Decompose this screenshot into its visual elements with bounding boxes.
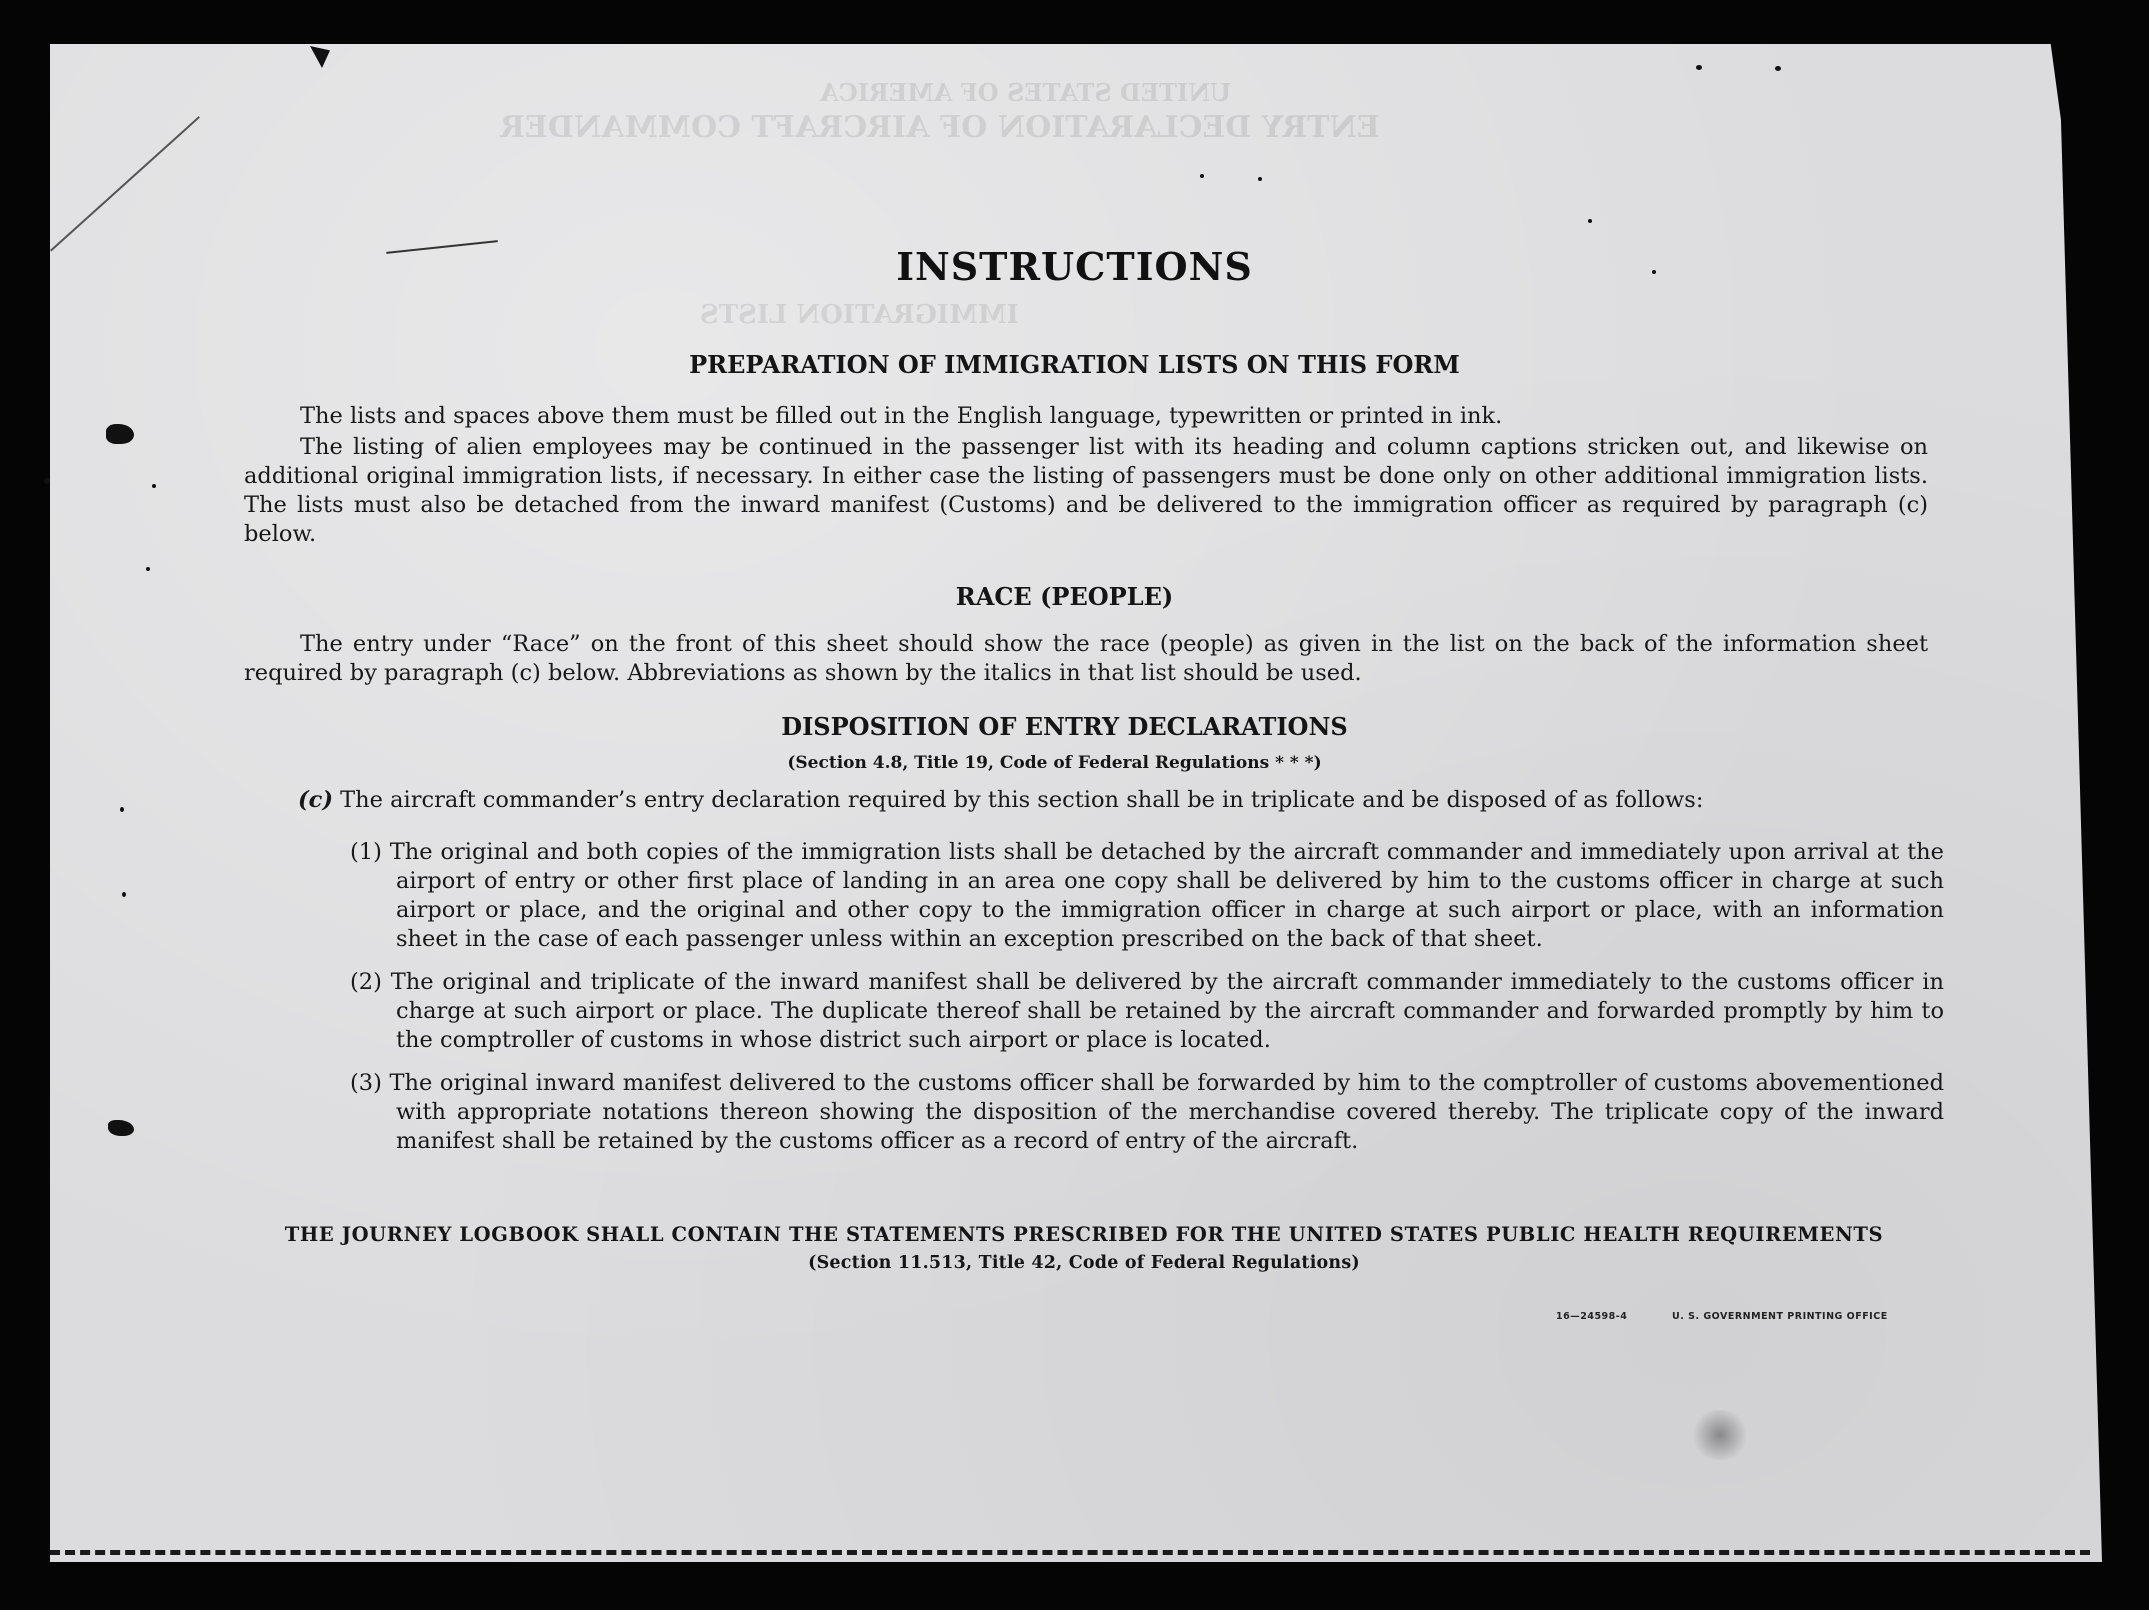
scan-speck bbox=[122, 892, 126, 897]
bleed-through-title: ENTRY DECLARATION OF AIRCRAFT COMMANDER bbox=[500, 110, 1380, 145]
scan-speck bbox=[146, 567, 150, 571]
list-item-number: (1) bbox=[350, 839, 382, 865]
disposition-intro bbox=[298, 786, 1938, 815]
paragraph-alien-employees: The listing of alien employees may be continued in the passenger list with its heading and column captions stricken out, and likewise on additional original immigration lists, if necessary. In either case the listing of passengers must be done only on other additional immigration lists. The lists must also be detached from the inward manifest (Customs) and be delivered to the immigration officer as required by paragraph (c) below. bbox=[244, 434, 1928, 547]
list-item-text: The original inward manifest delivered to the customs officer shall be forwarded by him to the comptroller of customs abovementioned with appropriate notations thereon showing the disposition of the merchandise covered thereby. The triplicate copy of the inward manifest shall be retained by the customs officer as a record of entry of the aircraft. bbox=[389, 1070, 1944, 1154]
clause-text: The aircraft commander’s entry declaration required by this section shall be in triplicate and be disposed of as follows: bbox=[340, 787, 1704, 813]
bleed-through-lists: IMMIGRATION LISTS bbox=[700, 300, 1019, 330]
section-preparation-body bbox=[244, 402, 1928, 549]
list-item-number: (2) bbox=[350, 969, 382, 995]
footer-regulation: (Section 11.513, Title 42, Code of Federal Regulations) bbox=[808, 1253, 1360, 1273]
perforation-edge bbox=[50, 1550, 2090, 1555]
list-item-text: The original and both copies of the immigration lists shall be detached by the aircraft commander and immediately upon arrival at the airport of entry or other first place of landing in an area one copy shall be delivered by him to the customs officer in charge at such airport or place, and the original and other copy to the immigration officer in charge at such airport or place, with an information sheet in the case of each passenger unless within an exception prescribed on the back of that sheet. bbox=[389, 839, 1944, 952]
heading-race: RACE (PEOPLE) bbox=[955, 582, 1174, 611]
page-title: INSTRUCTIONS bbox=[896, 244, 1253, 289]
scan-mark bbox=[108, 1120, 134, 1136]
paragraph-language: The lists and spaces above them must be filled out in the English language, typewritten or printed in ink. bbox=[300, 403, 1503, 429]
scan-speck bbox=[120, 807, 124, 812]
disposition-intro-line bbox=[298, 786, 1938, 815]
heading-disposition: DISPOSITION OF ENTRY DECLARATIONS bbox=[781, 712, 1348, 741]
clause-label: (c) bbox=[298, 787, 333, 813]
paragraph-race: The entry under “Race” on the front of this sheet should show the race (people) as given in the list on the back of the information sheet required by paragraph (c) below. Abbreviations as shown by the italics in that list should be used. bbox=[244, 631, 1928, 686]
printing-office: U. S. GOVERNMENT PRINTING OFFICE bbox=[1672, 1311, 1888, 1322]
scan-speck bbox=[1258, 177, 1262, 181]
list-item-text: The original and triplicate of the inward manifest shall be delivered by the aircraft commander immediately to the customs officer in charge at such airport or place. The duplicate thereof shall be retained by the aircraft commander and forwarded promptly by him to the comptroller of customs in whose district such airport or place is located. bbox=[390, 969, 1944, 1053]
form-number: 16—24598-4 bbox=[1556, 1311, 1628, 1322]
list-item bbox=[350, 838, 1944, 954]
scan-mark bbox=[106, 424, 134, 444]
scan-speck bbox=[1200, 174, 1204, 178]
scan-speck bbox=[1775, 66, 1781, 71]
list-item-number: (3) bbox=[350, 1070, 382, 1096]
disposition-list bbox=[350, 838, 1944, 1156]
scan-speck bbox=[152, 484, 156, 488]
subheading-regulation: (Section 4.8, Title 19, Code of Federal Regulations * * *) bbox=[787, 753, 1322, 773]
bleed-through-header: UNITED STATES OF AMERICA bbox=[820, 78, 1232, 107]
scan-speck bbox=[1588, 219, 1592, 223]
heading-preparation: PREPARATION OF IMMIGRATION LISTS ON THIS FORM bbox=[689, 350, 1460, 379]
stain-mark bbox=[1690, 1410, 1750, 1460]
scan-speck bbox=[44, 478, 50, 484]
list-item bbox=[350, 1069, 1944, 1156]
list-item bbox=[350, 968, 1944, 1055]
section-race-body bbox=[244, 630, 1928, 688]
scan-speck bbox=[1696, 65, 1702, 70]
footer-health-requirements: THE JOURNEY LOGBOOK SHALL CONTAIN THE STATEMENTS PRESCRIBED FOR THE UNITED STATES PUBLIC HEALTH REQUIREMENTS bbox=[284, 1223, 1884, 1246]
